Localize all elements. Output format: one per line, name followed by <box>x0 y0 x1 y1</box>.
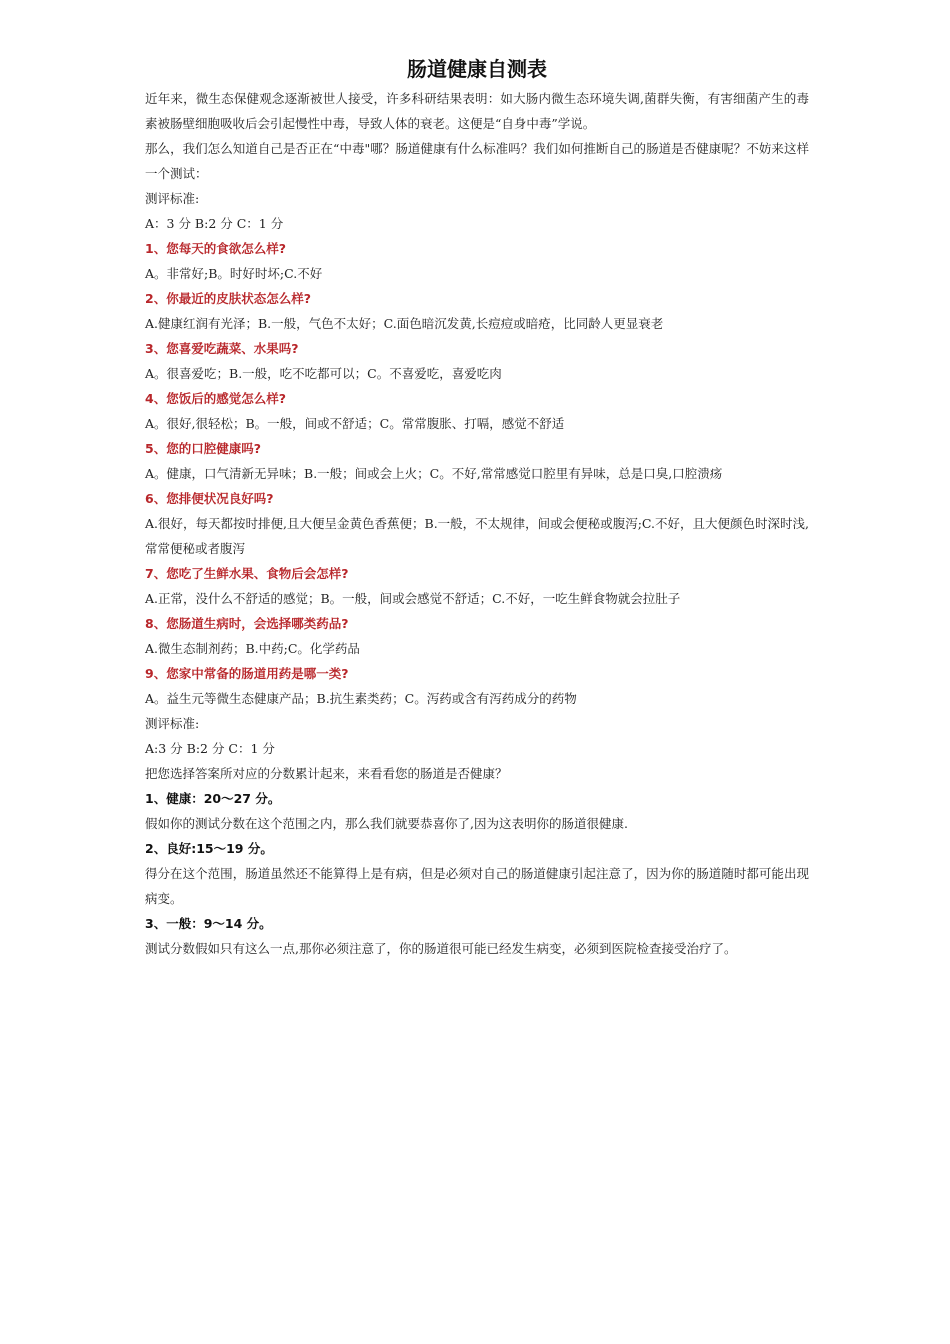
question-options: A。非常好;B。时好时坏;C.不好 <box>145 266 323 281</box>
level-label: 1、健康：20～27 分。 <box>145 791 281 806</box>
question-options: A.正常，没什么不舒适的感觉；B。一般，间或会感觉不舒适；C.不好，一吃生鲜食物就会拉肚子 <box>145 591 681 606</box>
question-options: A.健康红润有光泽；B.一般，气色不太好；C.面色暗沉发黄,长痘痘或暗疮，比同龄人更显衰老 <box>145 316 664 331</box>
level-description: 得分在这个范围，肠道虽然还不能算得上是有病，但是必须对自己的肠道健康引起注意了，因为你的肠道随时都可能出现病变。 <box>145 866 809 906</box>
question-title: 9、您家中常备的肠道用药是哪一类? <box>145 666 349 681</box>
document-title: 肠道健康自测表 <box>407 57 547 81</box>
criteria-label: 测评标准: <box>145 191 200 206</box>
intro-paragraph-1: 近年来，微生态保健观念逐渐被世人接受，许多科研结果表明：如大肠内微生态环境失调,菌群失衡，有害细菌产生的毒素被肠壁细胞吸收后会引起慢性中毒，导致人体的衰老。这便是“自身中毒”学说。 <box>145 91 809 131</box>
document-page <box>145 52 809 961</box>
sum-instruction: 把您选择答案所对应的分数累计起来，来看看您的肠道是否健康？ <box>145 766 508 781</box>
question-options: A。益生元等微生态健康产品；B.抗生素类药；C。泻药或含有泻药成分的药物 <box>145 691 577 706</box>
question-title: 2、你最近的皮肤状态怎么样? <box>145 291 311 306</box>
question-options: A。健康，口气清新无异味；B.一般；间或会上火；C。不好,常常感觉口腔里有异味，总是口臭,口腔溃疡 <box>145 466 723 481</box>
intro-paragraph-2: 那么，我们怎么知道自己是否正在“中毒"哪？肠道健康有什么标准吗？我们如何推断自己的肠道是否健康呢？不妨来这样一个测试： <box>145 141 809 181</box>
question-list <box>145 236 809 711</box>
question-options: A。很喜爱吃；B.一般，吃不吃都可以；C。不喜爱吃，喜爱吃肉 <box>145 366 502 381</box>
criteria-label: 测评标准: <box>145 716 200 731</box>
level-description: 测试分数假如只有这么一点,那你必须注意了，你的肠道很可能已经发生病变，必须到医院检查接受治疗了。 <box>145 941 737 956</box>
question-title: 6、您排便状况良好吗? <box>145 491 274 506</box>
question-options: A.很好，每天都按时排便,且大便呈金黄色香蕉便；B.一般，不太规律，间或会便秘或腹泻;C.不好，且大便颜色时深时浅,常常便秘或者腹泻 <box>145 516 809 556</box>
question-title: 3、您喜爱吃蔬菜、水果吗? <box>145 341 299 356</box>
criteria-scores: A：3 分 B:2 分 C：1 分 <box>145 216 284 231</box>
level-description: 假如你的测试分数在这个范围之内，那么我们就要恭喜你了,因为这表明你的肠道很健康. <box>145 816 628 831</box>
result-levels <box>145 786 809 961</box>
question-title: 8、您肠道生病时，会选择哪类药品? <box>145 616 349 631</box>
question-title: 4、您饭后的感觉怎么样? <box>145 391 286 406</box>
level-label: 3、一般：9～14 分。 <box>145 916 272 931</box>
question-title: 7、您吃了生鲜水果、食物后会怎样? <box>145 566 349 581</box>
question-options: A.微生态制剂药；B.中药;C。化学药品 <box>145 641 360 656</box>
question-title: 5、您的口腔健康吗? <box>145 441 261 456</box>
question-title: 1、您每天的食欲怎么样? <box>145 241 286 256</box>
criteria-scores: A:3 分 B:2 分 C：1 分 <box>145 741 275 756</box>
question-options: A。很好,很轻松；B。一般，间或不舒适；C。常常腹胀、打嗝，感觉不舒适 <box>145 416 565 431</box>
level-label: 2、良好:15～19 分。 <box>145 841 273 856</box>
